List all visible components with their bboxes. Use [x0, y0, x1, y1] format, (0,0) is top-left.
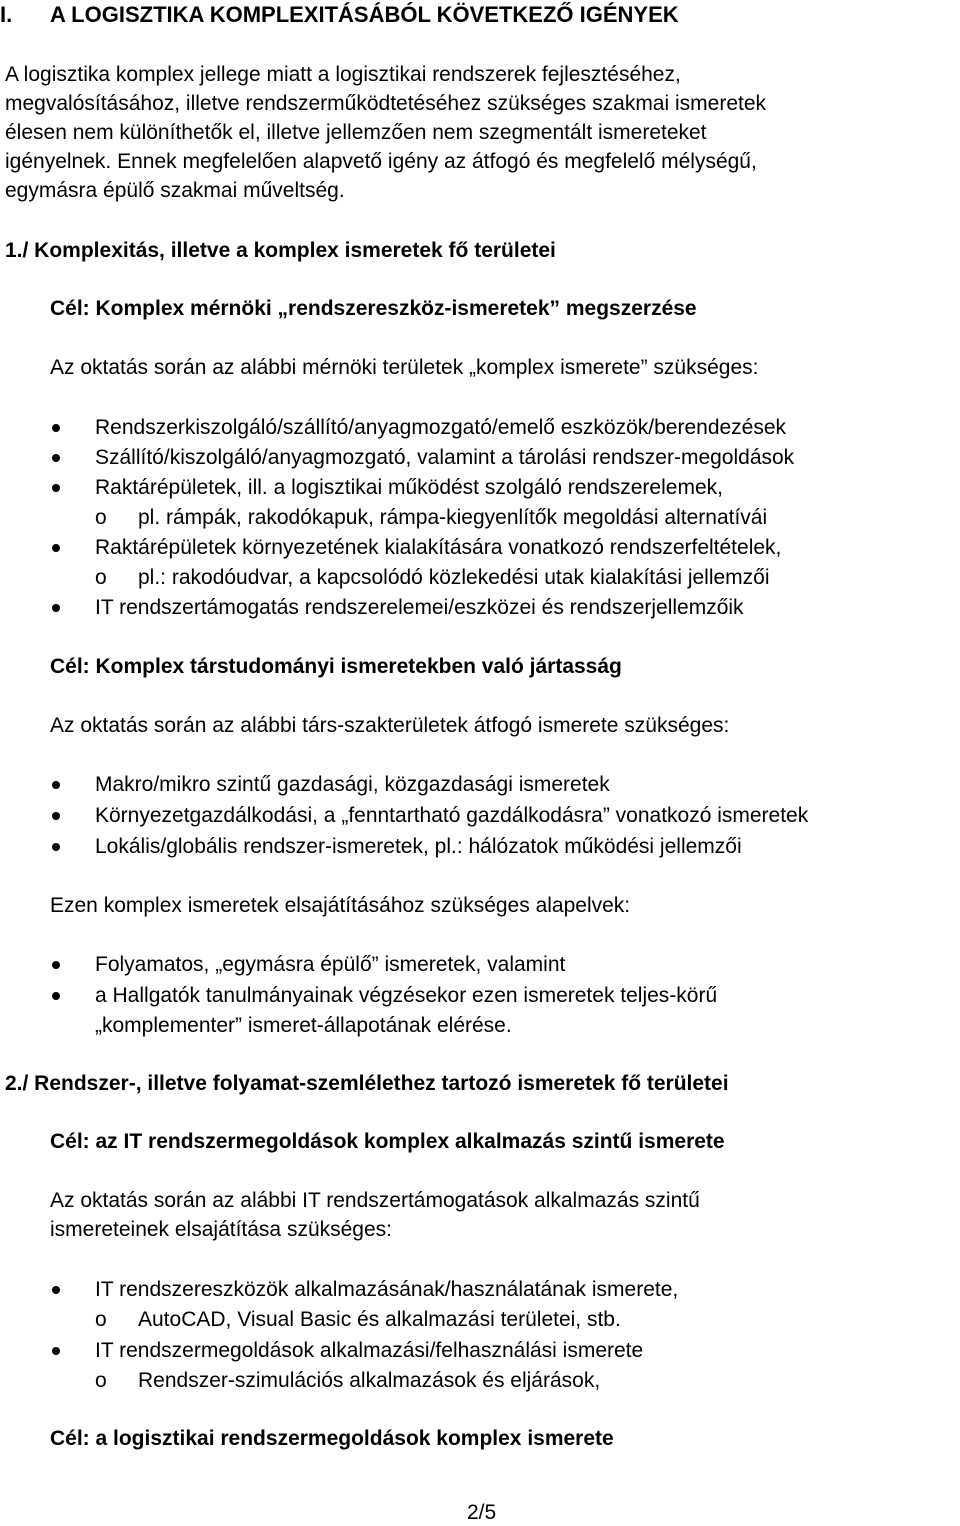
list-item: Raktárépületek környezetének kialakítására vonatkozó rendszerfeltételek, [95, 536, 782, 559]
bullet-icon [52, 484, 60, 492]
sub-bullet-marker: o [95, 566, 107, 589]
section-1-goal-2: Cél: Komplex társtudományi ismeretekben való jártasság [50, 655, 622, 678]
sub-list-item: Rendszer-szimulációs alkalmazások és eljárások, [138, 1369, 601, 1392]
page-number: 2/5 [467, 1501, 497, 1524]
page-heading: A LOGISZTIKA KOMPLEXITÁSÁBÓL KÖVETKEZŐ IGÉNYEK [50, 2, 679, 27]
bullet-icon [52, 424, 60, 432]
list-item: Lokális/globális rendszer-ismeretek, pl.: hálózatok működési jellemzői [95, 835, 742, 858]
bullet-icon [52, 1286, 60, 1294]
bullet-icon [52, 454, 60, 462]
list-item: Környezetgazdálkodási, a „fenntartható gazdálkodásra” vonatkozó ismeretek [95, 804, 809, 827]
section-1-title: 1./ Komplexitás, illetve a komplex ismeretek fő területei [5, 239, 556, 262]
section-1-lead-2: Az oktatás során az alábbi társ-szakterületek átfogó ismerete szükséges: [50, 714, 730, 737]
bullet-icon [52, 604, 60, 612]
section-2-goal-2: Cél: a logisztikai rendszermegoldások komplex ismerete [50, 1427, 614, 1450]
section-1-goal-1: Cél: Komplex mérnöki „rendszereszköz-ismeretek” megszerzése [50, 297, 697, 320]
list-item: Rendszerkiszolgáló/szállító/anyagmozgató/emelő eszközök/berendezések [95, 416, 787, 439]
section-1-lead-3: Ezen komplex ismeretek elsajátításához szükséges alapelvek: [50, 894, 631, 917]
section-1-lead-1: Az oktatás során az alábbi mérnöki területek „komplex ismerete” szükséges: [50, 356, 759, 379]
heading-number: I. [0, 2, 13, 27]
intro-line: élesen nem különíthetők el, illetve jellemzően nem szegmentált ismereteket [5, 121, 707, 144]
list-item: Raktárépületek, ill. a logisztikai működést szolgáló rendszerelemek, [95, 476, 723, 499]
bullet-icon [52, 781, 60, 789]
list-item: Folyamatos, „egymásra épülő” ismeretek, valamint [95, 953, 566, 976]
section-2-title: 2./ Rendszer-, illetve folyamat-szemlélethez tartozó ismeretek fő területei [5, 1072, 729, 1095]
sub-list-item: pl.: rakodóudvar, a kapcsolódó közlekedési utak kialakítási jellemzői [138, 566, 770, 589]
intro-line: igényelnek. Ennek megfelelően alapvető igény az átfogó és megfelelő mélységű, [5, 150, 757, 173]
section-2-lead-line: Az oktatás során az alábbi IT rendszertámogatások alkalmazás szintű [50, 1189, 700, 1212]
list-item: IT rendszereszközök alkalmazásának/használatának ismerete, [95, 1278, 679, 1301]
intro-line: egymásra épülő szakmai műveltség. [5, 179, 345, 202]
section-2-lead-line: ismereteinek elsajátítása szükséges: [50, 1218, 392, 1241]
sub-bullet-marker: o [95, 506, 107, 529]
sub-bullet-marker: o [95, 1308, 107, 1331]
list-item-continuation: „komplementer” ismeret-állapotának elérése. [95, 1014, 512, 1037]
list-item: a Hallgatók tanulmányainak végzésekor ezen ismeretek teljes-körű [95, 984, 718, 1007]
intro-line: A logisztika komplex jellege miatt a logisztikai rendszerek fejlesztéséhez, [5, 63, 681, 86]
sub-bullet-marker: o [95, 1369, 107, 1392]
bullet-icon [52, 812, 60, 820]
sub-list-item: pl. rámpák, rakodókapuk, rámpa-kiegyenlítők megoldási alternatívái [138, 506, 768, 529]
bullet-icon [52, 961, 60, 969]
intro-line: megvalósításához, illetve rendszerműködtetéséhez szükséges szakmai ismeretek [5, 92, 767, 115]
list-item: IT rendszertámogatás rendszerelemei/eszközei és rendszerjellemzőik [95, 596, 744, 619]
bullet-icon [52, 1347, 60, 1355]
bullet-icon [52, 992, 60, 1000]
list-item: IT rendszermegoldások alkalmazási/felhasználási ismerete [95, 1339, 644, 1362]
list-item: Szállító/kiszolgáló/anyagmozgató, valamint a tárolási rendszer-megoldások [95, 446, 795, 469]
bullet-icon [52, 544, 60, 552]
section-2-goal-1: Cél: az IT rendszermegoldások komplex alkalmazás szintű ismerete [50, 1130, 725, 1153]
sub-list-item: AutoCAD, Visual Basic és alkalmazási területei, stb. [138, 1308, 621, 1331]
list-item: Makro/mikro szintű gazdasági, közgazdasági ismeretek [95, 773, 610, 796]
bullet-icon [52, 843, 60, 851]
